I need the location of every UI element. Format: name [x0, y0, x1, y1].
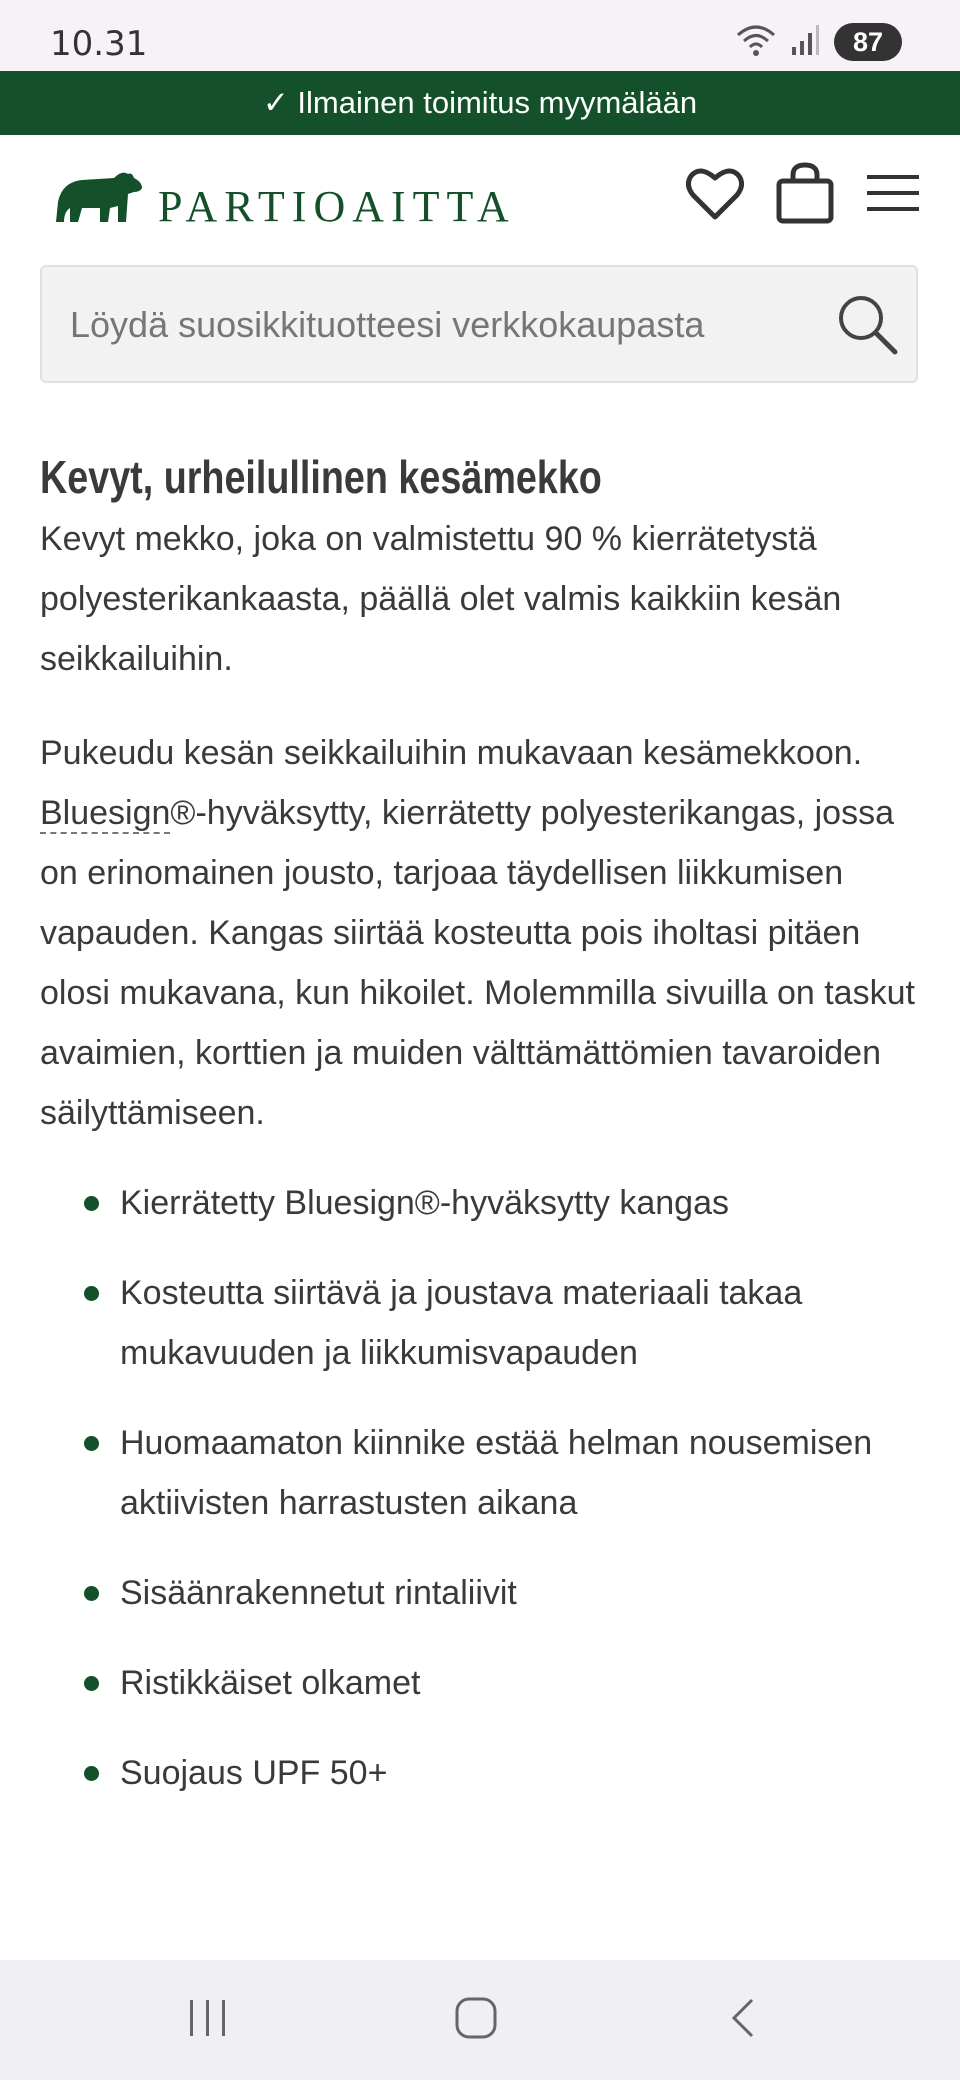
- bullet-icon: [84, 1586, 99, 1601]
- system-nav-bar: [0, 1960, 960, 2080]
- search-input[interactable]: [68, 289, 832, 361]
- feature-text: Suojaus UPF 50+: [120, 1754, 388, 1792]
- product-title: Kevyt, urheilullinen kesämekko: [40, 451, 602, 503]
- details-text-end: ®-hyväksytty, kierrätetty polyesterikangas, jossa on erinomainen jousto, tarjoaa täydellisen liikkumisen vapauden. Kangas siirtää kosteutta pois iholtasi pitäen olosi mukavana, kun hikoilet. Molemmilla sivuilla on taskut avaimien, korttien ja muiden välttämättömien tavaroiden säilyttämiseen.: [40, 794, 915, 1132]
- product-details: [40, 723, 920, 1143]
- site-logo[interactable]: [52, 165, 516, 232]
- recents-button[interactable]: [168, 1990, 248, 2050]
- product-description: [40, 445, 920, 1833]
- details-text-start: Pukeudu kesän seikkailuihin mukavaan kesämekkoon.: [40, 734, 863, 772]
- signal-icon: [790, 23, 820, 62]
- home-button[interactable]: [436, 1990, 516, 2050]
- feature-text: Sisäänrakennetut rintaliivit: [120, 1574, 517, 1612]
- feature-item: [40, 1653, 920, 1713]
- feature-list: [40, 1173, 920, 1803]
- feature-text: Kosteutta siirtävä ja joustava materiaali takaa mukavuuden ja liikkumisvapauden: [120, 1274, 803, 1372]
- wifi-icon: [736, 23, 776, 62]
- site-header: [0, 135, 960, 265]
- search-icon: [835, 292, 899, 361]
- wishlist-button[interactable]: [680, 160, 750, 230]
- feature-text: Huomaamaton kiinnike estää helman nousemisen aktiivisten harrastusten aikana: [120, 1424, 873, 1522]
- shopping-bag-icon: [775, 161, 835, 230]
- free-delivery-banner: ✓ Ilmainen toimitus myymälään: [0, 71, 960, 135]
- bullet-icon: [84, 1286, 99, 1301]
- back-icon: [722, 1996, 766, 2045]
- feature-text: Ristikkäiset olkamet: [120, 1664, 421, 1702]
- cart-button[interactable]: [770, 160, 840, 230]
- feature-item: [40, 1173, 920, 1233]
- bear-logo-icon: [52, 168, 144, 229]
- bullet-icon: [84, 1676, 99, 1691]
- bluesign-link[interactable]: Bluesign: [40, 794, 171, 832]
- menu-button[interactable]: [858, 160, 928, 230]
- status-time: 10.31: [50, 24, 148, 64]
- search-button[interactable]: [832, 291, 902, 361]
- search-box: [40, 265, 918, 383]
- heart-icon: [685, 165, 745, 226]
- bullet-icon: [84, 1766, 99, 1781]
- battery-icon: 87: [834, 23, 902, 61]
- bullet-icon: [84, 1196, 99, 1211]
- recents-icon: [186, 1996, 230, 2045]
- menu-icon: [865, 173, 921, 218]
- status-icons: [736, 22, 902, 62]
- feature-item: [40, 1263, 920, 1383]
- feature-item: [40, 1743, 920, 1803]
- status-bar: [0, 0, 960, 71]
- feature-item: [40, 1563, 920, 1623]
- bullet-icon: [84, 1436, 99, 1451]
- back-button[interactable]: [704, 1990, 784, 2050]
- home-icon: [454, 1996, 498, 2045]
- feature-text: Kierrätetty Bluesign®-hyväksytty kangas: [120, 1184, 729, 1222]
- logo-text: PARTIOAITTA: [158, 182, 516, 231]
- feature-item: [40, 1413, 920, 1533]
- product-intro: Kevyt mekko, joka on valmistettu 90 % kierrätetystä polyesterikankaasta, päällä olet valmis kaikkiin kesän seikkailuihin.: [40, 520, 842, 678]
